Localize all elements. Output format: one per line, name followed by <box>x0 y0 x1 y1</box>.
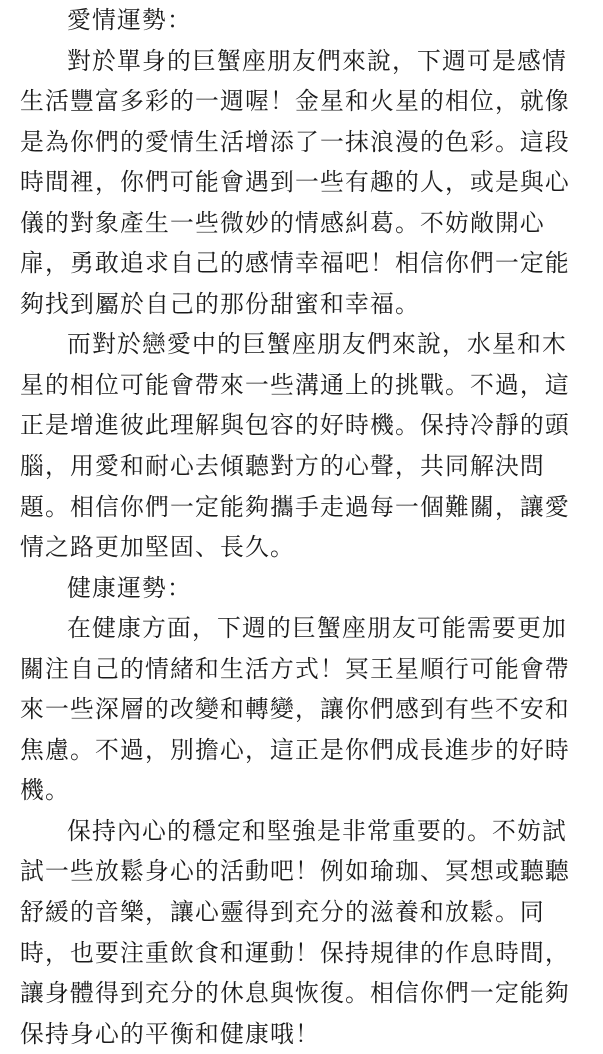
text-line: 焦慮。不過，別擔心，這正是你們成長進步的好時 <box>20 735 570 764</box>
text-line: 是為你們的愛情生活增添了一抹浪漫的色彩。這段 <box>20 127 570 156</box>
text-line: 保持身心的平衡和健康哦！ <box>20 1019 320 1048</box>
article-text <box>20 0 595 1054</box>
text-line: 時間裡，你們可能會遇到一些有趣的人，或是與心 <box>20 168 570 197</box>
text-line: 夠找到屬於自己的那份甜蜜和幸福。 <box>20 289 420 318</box>
text-line: 生活豐富多彩的一週喔！金星和火星的相位，就像 <box>20 87 570 116</box>
section-heading-love: 愛情運勢： <box>67 6 192 34</box>
text-line: 來一些深層的改變和轉變，讓你們感到有些不安和 <box>20 695 570 724</box>
text-line: 儀的對象產生一些微妙的情感糾葛。不妨敞開心 <box>20 208 545 237</box>
text-line: 時，也要注重飲食和運動！保持規律的作息時間， <box>20 938 570 967</box>
text-line: 腦，用愛和耐心去傾聽對方的心聲，共同解決問 <box>20 452 545 481</box>
text-line: 機。 <box>20 776 70 805</box>
text-line: 試一些放鬆身心的活動吧！例如瑜珈、冥想或聽聽 <box>20 857 570 886</box>
text-line: 在健康方面，下週的巨蟹座朋友可能需要更加 <box>67 614 567 643</box>
text-line: 情之路更加堅固、長久。 <box>20 533 295 562</box>
text-line: 而對於戀愛中的巨蟹座朋友們來說，水星和木 <box>67 330 567 359</box>
text-line: 讓身體得到充分的休息與恢復。相信你們一定能夠 <box>20 979 570 1008</box>
section-heading-health: 健康運勢： <box>67 573 192 602</box>
text-line: 舒緩的音樂，讓心靈得到充分的滋養和放鬆。同 <box>20 898 545 927</box>
text-line: 保持內心的穩定和堅強是非常重要的。不妨試 <box>67 816 567 845</box>
text-line: 星的相位可能會帶來一些溝通上的挑戰。不過，這 <box>20 370 570 399</box>
text-line: 扉，勇敢追求自己的感情幸福吧！相信你們一定能 <box>20 249 570 278</box>
text-line: 對於單身的巨蟹座朋友們來說，下週可是感情 <box>67 46 567 75</box>
text-line: 題。相信你們一定能夠攜手走過每一個難關，讓愛 <box>20 492 570 521</box>
text-line: 正是增進彼此理解與包容的好時機。保持冷靜的頭 <box>20 411 570 440</box>
text-line: 關注自己的情緒和生活方式！冥王星順行可能會帶 <box>20 654 570 683</box>
